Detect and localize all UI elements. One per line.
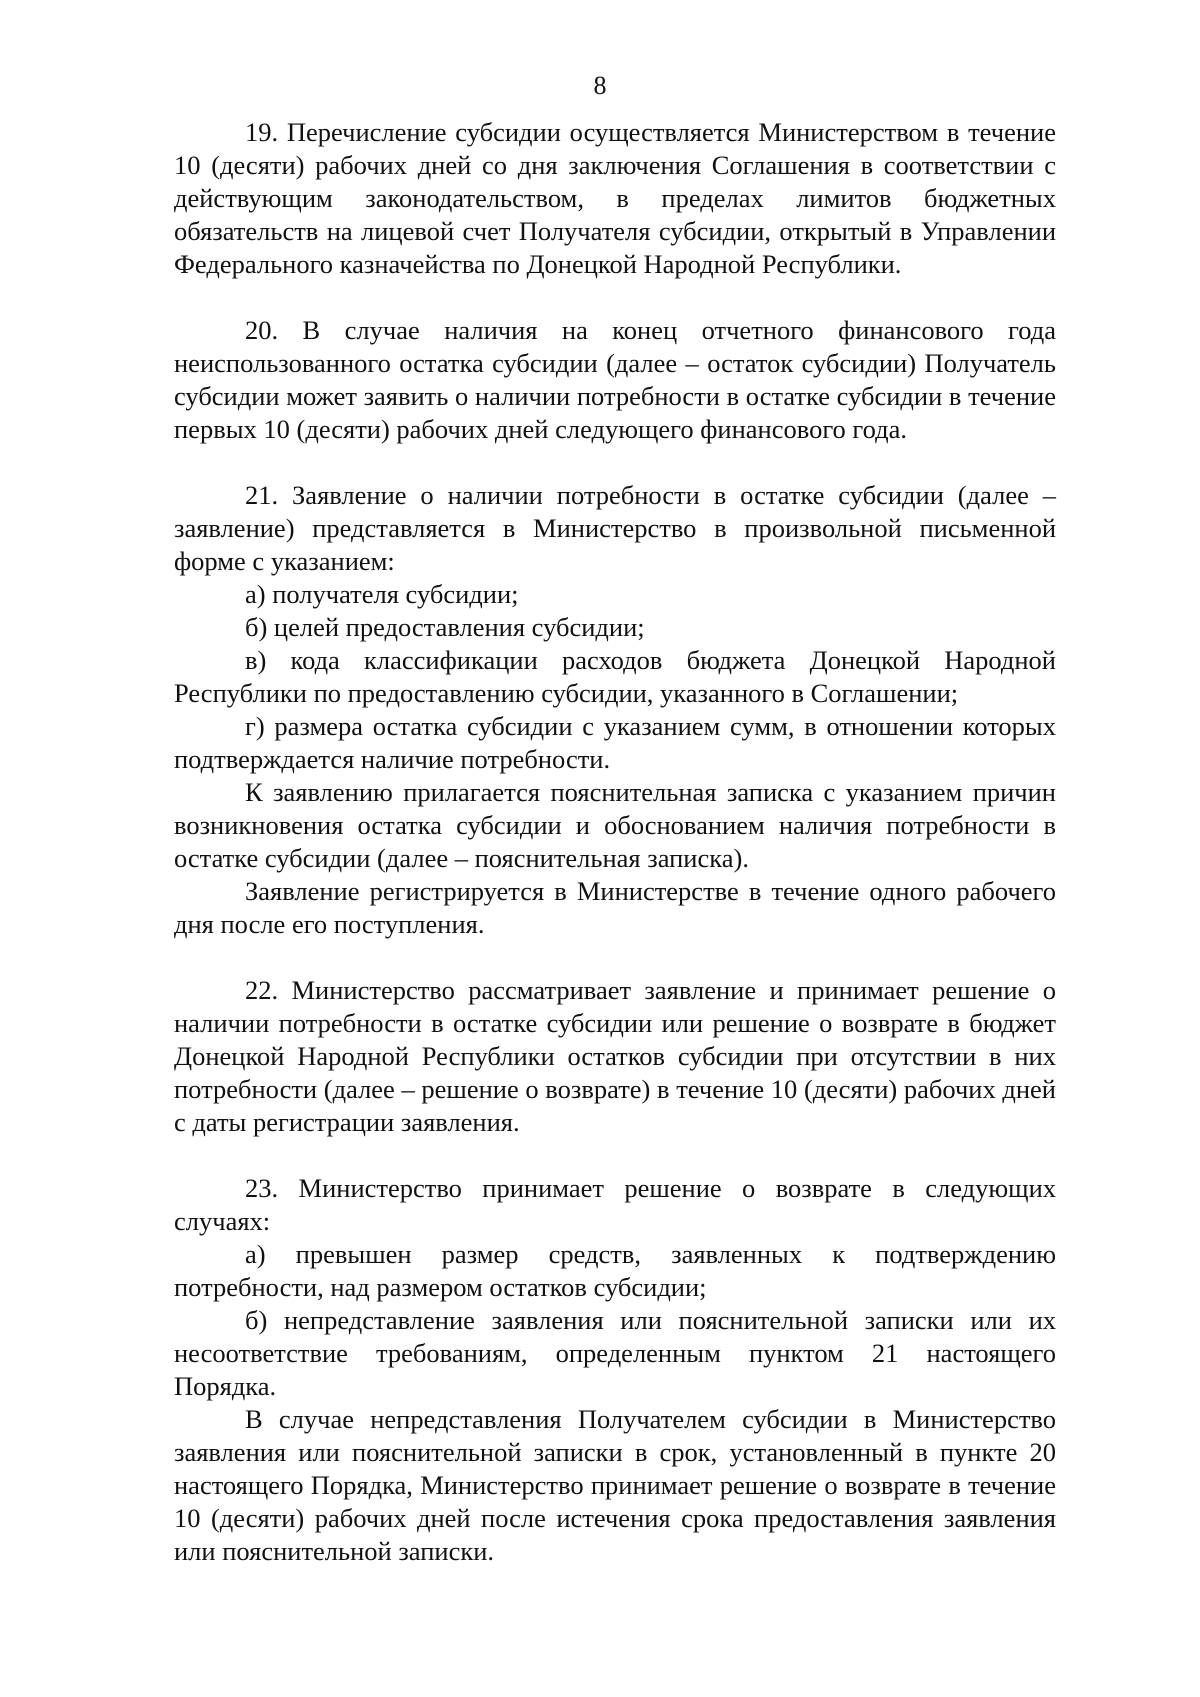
- paragraph-21: 21. Заявление о наличии потребности в остатке субсидии (далее – заявление) представляется в Министерство в произвольной письменной форме с указанием:: [174, 480, 1056, 576]
- list-item-21a: а) получателя субсидии;: [245, 579, 519, 609]
- list-item-23b: б) непредставление заявления или пояснительной записки или их несоответствие требованиям, определенным пунктом 21 настоящего Порядка.: [174, 1305, 1056, 1401]
- list-item-21v: в) кода классификации расходов бюджета Донецкой Народной Республики по предоставлению субсидии, указанного в Соглашении;: [174, 645, 1056, 708]
- list-item-21g: г) размера остатка субсидии с указанием сумм, в отношении которых подтверждается наличие потребности.: [174, 711, 1056, 774]
- paragraph-21-registration: Заявление регистрируется в Министерстве в течение одного рабочего дня после его поступления.: [174, 876, 1056, 939]
- paragraph-23: 23. Министерство принимает решение о возврате в следующих случаях:: [174, 1173, 1056, 1236]
- paragraph-22: 22. Министерство рассматривает заявление и принимает решение о наличии потребности в остатке субсидии или решение о возврате в бюджет Донецкой Народной Республики остатков субсидии при отсутствии в них потребности (далее – решение о возврате) в течение 10 (десяти) рабочих дней с даты регистрации заявления.: [174, 975, 1056, 1137]
- paragraph-21-attachment: К заявлению прилагается пояснительная записка с указанием причин возникновения остатка субсидии и обоснованием наличия потребности в остатке субсидии (далее – пояснительная записка).: [174, 777, 1056, 873]
- paragraph-19: 19. Перечисление субсидии осуществляется Министерством в течение 10 (десяти) рабочих дней со дня заключения Соглашения в соответствии с действующим законодательством, в пределах лимитов бюджетных обязательств на лицевой счет Получателя субсидии, открытый в Управлении Федерального казначейства по Донецкой Народной Республики.: [174, 117, 1056, 279]
- list-item-21b: б) целей предоставления субсидии;: [245, 612, 645, 642]
- list-item-23a: а) превышен размер средств, заявленных к подтверждению потребности, над размером остатков субсидии;: [174, 1239, 1056, 1302]
- paragraph-20: 20. В случае наличия на конец отчетного финансового года неиспользованного остатка субсидии (далее – остаток субсидии) Получатель субсидии может заявить о наличии потребности в остатке субсидии в течение первых 10 (десяти) рабочих дней следующего финансового года.: [174, 315, 1056, 444]
- paragraph-23-nonsubmission: В случае непредставления Получателем субсидии в Министерство заявления или пояснительной записки в срок, установленный в пункте 20 настоящего Порядка, Министерство принимает решение о возврате в течение 10 (десяти) рабочих дней после истечения срока предоставления заявления или пояснительной записки.: [174, 1404, 1056, 1566]
- document-body: [174, 116, 1056, 1568]
- page-number: 8: [593, 71, 607, 100]
